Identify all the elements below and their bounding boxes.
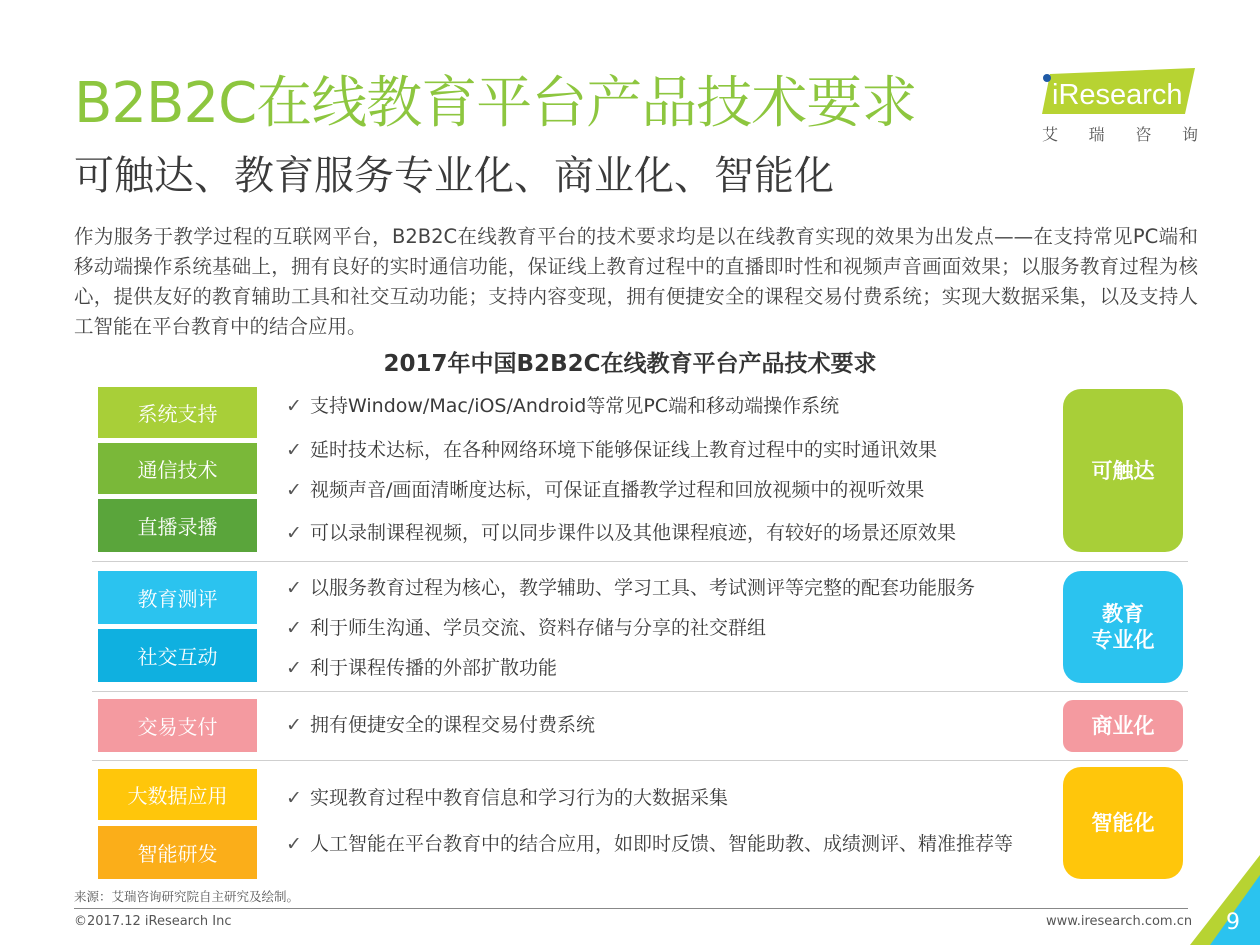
- goal-commercial: 商业化: [1063, 700, 1183, 752]
- requirement-text: 实现教育过程中教育信息和学习行为的大数据采集: [310, 787, 729, 809]
- requirement-item: [286, 655, 557, 681]
- check-icon: ✓: [286, 522, 302, 544]
- requirement-item: [286, 477, 924, 503]
- check-icon: ✓: [286, 577, 302, 599]
- category-communication-tech: 通信技术: [98, 443, 257, 494]
- goal-professional-line2: 专业化: [1091, 628, 1155, 652]
- check-icon: ✓: [286, 787, 302, 809]
- category-live-recording: 直播录播: [98, 499, 257, 552]
- check-icon: ✓: [286, 439, 302, 461]
- category-system-support: 系统支持: [98, 387, 257, 438]
- requirement-item: [286, 393, 839, 419]
- intro-paragraph: 作为服务于教学过程的互联网平台，B2B2C在线教育平台的技术要求均是以在线教育实现的效果为出发点——在支持常见PC端和移动端操作系统基础上，拥有良好的实时通信功能，保证线上教育过程中的直播即时性和视频声音画面效果；以服务教育过程为核心，提供友好的教育辅助工具和社交互动功能；支持内容变现，拥有便捷安全的课程交易付费系统；实现大数据采集，以及支持人工智能在平台教育中的结合应用。: [74, 225, 1198, 338]
- requirement-item: [286, 520, 956, 546]
- page-number: 9: [1226, 910, 1240, 935]
- requirement-item: [286, 831, 1013, 857]
- section-divider: [92, 561, 1188, 562]
- category-ai-research: 智能研发: [98, 826, 257, 879]
- corner-decoration: [1190, 855, 1260, 945]
- page-subtitle: 可触达、教育服务专业化、商业化、智能化: [74, 153, 834, 199]
- copyright-text: ©2017.12 iResearch Inc: [74, 914, 232, 929]
- requirement-text: 利于课程传播的外部扩散功能: [310, 657, 558, 679]
- logo-char: 瑞: [1088, 125, 1105, 144]
- goal-professional: [1063, 571, 1183, 683]
- requirement-text: 以服务教育过程为核心，教学辅助、学习工具、考试测评等完整的配套功能服务: [310, 577, 976, 599]
- logo-wordmark: iResearch: [1052, 79, 1183, 111]
- requirement-text: 延时技术达标，在各种网络环境下能够保证线上教育过程中的实时通讯效果: [310, 439, 938, 461]
- check-icon: ✓: [286, 395, 302, 417]
- logo-char: 艾: [1042, 125, 1059, 144]
- website-url: www.iresearch.com.cn: [1046, 914, 1193, 929]
- check-icon: ✓: [286, 479, 302, 501]
- requirement-text: 拥有便捷安全的课程交易付费系统: [310, 714, 596, 736]
- logo-chinese-name: [1042, 122, 1198, 145]
- category-payment: 交易支付: [98, 699, 257, 752]
- goal-intelligent: 智能化: [1063, 767, 1183, 879]
- requirement-item: [286, 712, 595, 738]
- page-title: B2B2C在线教育平台产品技术要求: [74, 71, 917, 136]
- logo-char: 咨: [1135, 125, 1152, 144]
- section-divider: [92, 760, 1188, 761]
- section-divider: [92, 691, 1188, 692]
- goal-professional-line1: 教育: [1102, 602, 1144, 626]
- requirement-item: [286, 615, 766, 641]
- logo-char: 询: [1181, 125, 1198, 144]
- category-education-assessment: 教育测评: [98, 571, 257, 624]
- requirement-text: 视频声音/画面清晰度达标，可保证直播教学过程和回放视频中的视听效果: [310, 479, 925, 501]
- requirement-item: [286, 785, 728, 811]
- check-icon: ✓: [286, 657, 302, 679]
- source-note: 来源：艾瑞咨询研究院自主研究及绘制。: [74, 889, 300, 904]
- check-icon: ✓: [286, 617, 302, 639]
- requirement-text: 利于师生沟通、学员交流、资料存储与分享的社交群组: [310, 617, 767, 639]
- category-social-interaction: 社交互动: [98, 629, 257, 682]
- requirement-text: 可以录制课程视频，可以同步课件以及其他课程痕迹，有较好的场景还原效果: [310, 522, 957, 544]
- category-big-data: 大数据应用: [98, 769, 257, 820]
- iresearch-logo: [1042, 66, 1197, 116]
- requirement-text: 支持Window/Mac/iOS/Android等常见PC端和移动端操作系统: [310, 395, 840, 417]
- requirement-item: [286, 437, 937, 463]
- goal-reachable: 可触达: [1063, 389, 1183, 552]
- footer-divider: [74, 908, 1188, 909]
- table-title: 2017年中国B2B2C在线教育平台产品技术要求: [383, 351, 877, 377]
- requirement-text: 人工智能在平台教育中的结合应用，如即时反馈、智能助教、成绩测评、精准推荐等: [310, 833, 1014, 855]
- requirement-item: [286, 575, 975, 601]
- check-icon: ✓: [286, 714, 302, 736]
- check-icon: ✓: [286, 833, 302, 855]
